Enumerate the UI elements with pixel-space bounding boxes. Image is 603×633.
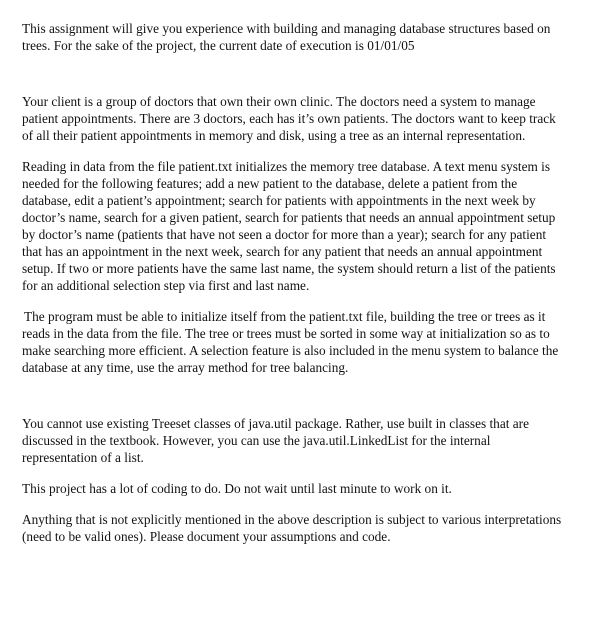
document-page [22,20,562,545]
advice-paragraph: This project has a lot of coding to do. Do not wait until last minute to work on it. [22,481,452,496]
assumptions-paragraph: Anything that is not explicitly mentioned in the above description is subject to various interpretations (need to be valid ones). Please document your assumptions and code. [22,512,562,544]
intro-paragraph: This assignment will give you experience with building and managing database structures based on trees. For the sake of the project, the current date of execution is 01/01/05 [22,21,551,53]
features-paragraph: Reading in data from the file patient.txt initializes the memory tree database. A text menu system is needed for the following features; add a new patient to the database, delete a patient from the database, edit a patient’s appointment; search for patients with appointments in the next week by doctor’s name, search for a given patient, search for patients that needs an annual appointment setup by doctor’s name (patients that have not seen a doctor for more than a year); search for any patient that has an appointment in the next week, search for any patient that needs an annual appointment setup. If two or more patients have the same last name, the system should return a list of the patients for an additional selection step via first and last name. [22,159,556,293]
client-paragraph: Your client is a group of doctors that own their own clinic. The doctors need a system to manage patient appointments. There are 3 doctors, each has it’s own patients. The doctors want to keep track of all their patient appointments in memory and disk, using a tree as an internal representation. [22,94,556,143]
restrictions-paragraph: You cannot use existing Treeset classes of java.util package. Rather, use built in classes that are discussed in the textbook. However, you can use the java.util.LinkedList for the internal representation of a list. [22,416,529,465]
initialization-paragraph: The program must be able to initialize itself from the patient.txt file, building the tree or trees as it reads in the data from the file. The tree or trees must be sorted in some way at initialization so as to make searching more efficient. A selection feature is also included in the menu system to balance the database at any time, use the array method for tree balancing. [22,309,559,375]
